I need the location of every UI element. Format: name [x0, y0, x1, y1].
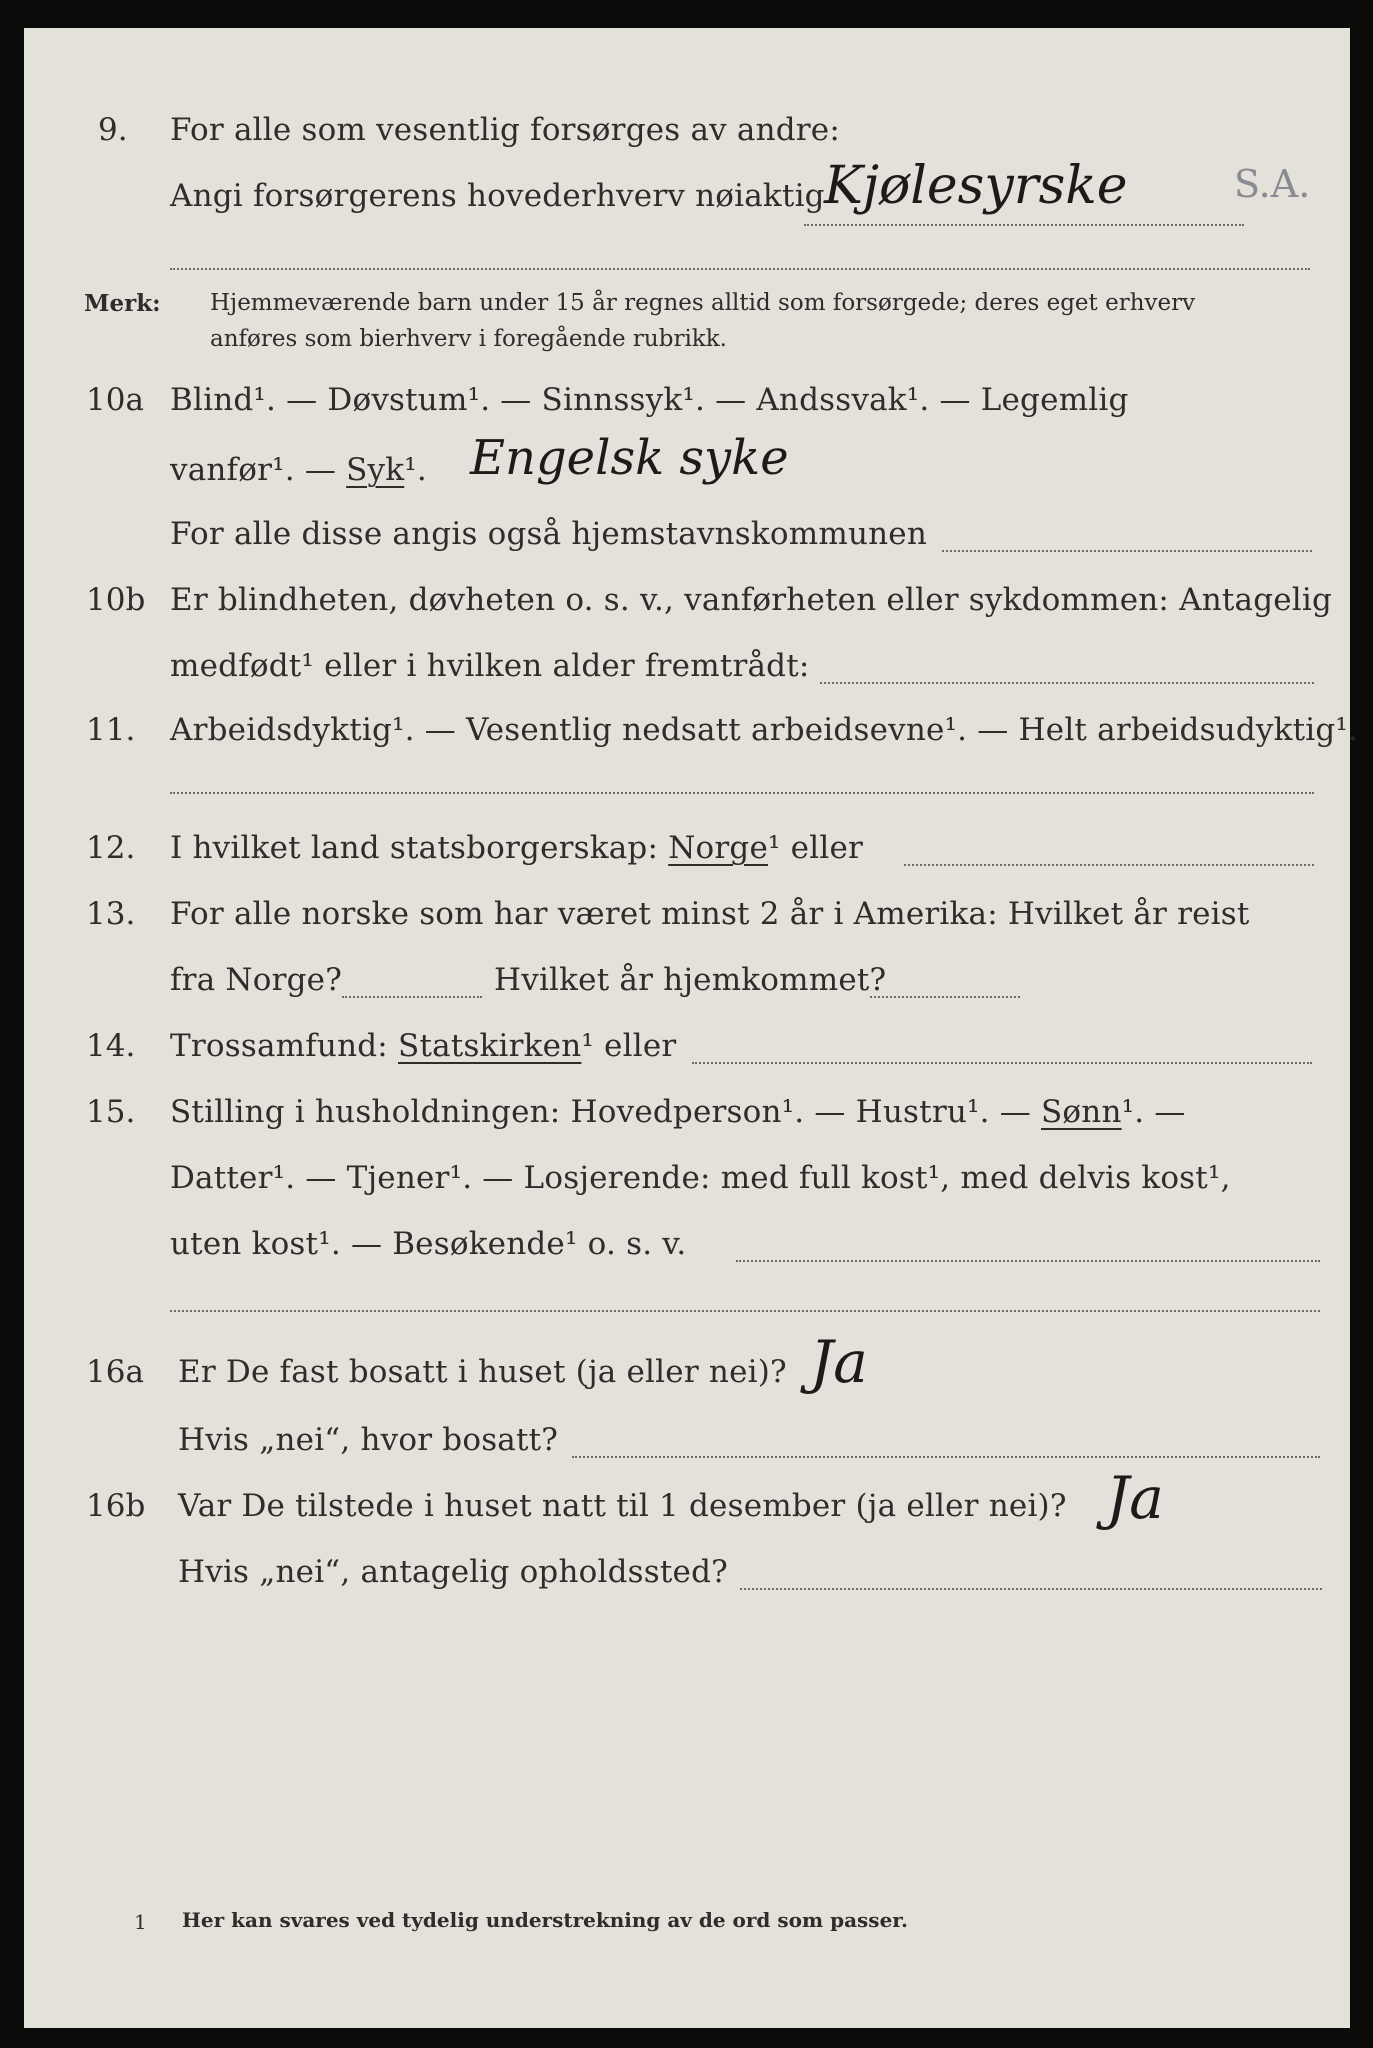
q10a-line2-prefix: vanfør¹. —	[170, 452, 337, 488]
q11-number: 11.	[86, 712, 136, 748]
q12-line	[170, 830, 863, 866]
q10b-line1: Er blindheten, døvheten o. s. v., vanførheten eller sykdommen: Antagelig	[170, 582, 1333, 618]
q16b-line1: Var De tilstede i huset natt til 1 desember (ja eller nei)?	[178, 1488, 1067, 1524]
q10a-number: 10a	[86, 382, 144, 418]
q9-question-line2: Angi forsørgerens hovederhverv nøiaktig	[170, 178, 825, 214]
q15-line1-suffix: ¹. —	[1121, 1094, 1186, 1130]
q14-statskirken-underlined: Statskirken	[398, 1028, 582, 1064]
q10a-line3: For alle disse angis også hjemstavnskommunen	[170, 516, 927, 552]
q9-stamp-mark: S.A.	[1234, 162, 1311, 206]
q16a-handwritten-answer: Ja	[810, 1328, 868, 1396]
q13-line1: For alle norske som har været minst 2 år i Amerika: Hvilket år reist	[170, 896, 1250, 932]
q9-handwritten-answer: Kjølesyrske	[824, 156, 1128, 216]
q12-norge-underlined: Norge	[668, 830, 768, 866]
q15-number: 15.	[86, 1094, 136, 1130]
q12-suffix: ¹ eller	[768, 830, 864, 866]
q12-prefix: I hvilket land statsborgerskap:	[170, 830, 659, 866]
q16b-handwritten-answer: Ja	[1106, 1464, 1164, 1532]
q13-line2b: Hvilket år hjemkommet?	[494, 962, 887, 998]
q9-separator-line	[170, 268, 1310, 270]
q13-line2a: fra Norge?	[170, 962, 343, 998]
q15-line1-prefix: Stilling i husholdningen: Hovedperson¹. — Hustru¹. —	[170, 1094, 1031, 1130]
q16b-line2: Hvis „nei“, antagelig opholdssted?	[178, 1554, 728, 1590]
q11-line1: Arbeidsdyktig¹. — Vesentlig nedsatt arbeidsevne¹. — Helt arbeidsudyktig¹.	[170, 712, 1359, 748]
q15-line2: Datter¹. — Tjener¹. — Losjerende: med full kost¹, med delvis kost¹,	[170, 1160, 1231, 1196]
q14-number: 14.	[86, 1028, 136, 1064]
census-form-page	[24, 28, 1359, 2028]
q13-number: 13.	[86, 896, 136, 932]
q10a-syk-underlined: Syk	[346, 452, 405, 488]
q13-reist-line	[342, 996, 482, 998]
q13-hjemkommet-line	[870, 996, 1020, 998]
q15-line3: uten kost¹. — Besøkende¹ o. s. v.	[170, 1226, 687, 1262]
q10a-line2-suffix: ¹.	[404, 452, 427, 488]
merk-line2: anføres som bierhverv i foregående rubrikk.	[210, 326, 727, 352]
q16a-number: 16a	[86, 1354, 144, 1390]
q9-number: 9.	[98, 112, 128, 148]
q15-sonn-underlined: Sønn	[1041, 1094, 1122, 1130]
q10b-line2: medfødt¹ eller i hvilken alder fremtrådt:	[170, 648, 810, 684]
q14-answer-line	[692, 1062, 1312, 1064]
q15-line1	[170, 1094, 1186, 1130]
q16a-bosatt-line	[572, 1456, 1320, 1458]
q10a-hjemstavn-line	[942, 550, 1312, 552]
footnote-mark: 1	[134, 1910, 147, 1934]
q16b-number: 16b	[86, 1488, 146, 1524]
q10a-line1: Blind¹. — Døvstum¹. — Sinnssyk¹. — Andssvak¹. — Legemlig	[170, 382, 1129, 418]
q10b-answer-line	[820, 682, 1314, 684]
footnote-text: Her kan svares ved tydelig understrekning av de ord som passer.	[182, 1908, 908, 1932]
q10a-handwritten-answer: Engelsk syke	[470, 430, 789, 486]
q14-suffix: ¹ eller	[581, 1028, 677, 1064]
q14-prefix: Trossamfund:	[170, 1028, 388, 1064]
q15-extra-line	[170, 1310, 1320, 1312]
q10b-number: 10b	[86, 582, 146, 618]
q15-answer-line	[736, 1260, 1320, 1262]
merk-line1: Hjemmeværende barn under 15 år regnes alltid som forsørgede; deres eget erhverv	[210, 290, 1196, 316]
merk-label: Merk:	[84, 290, 161, 317]
q14-line	[170, 1028, 676, 1064]
q12-answer-line	[904, 864, 1314, 866]
q16b-opholdssted-line	[740, 1588, 1322, 1590]
q11-answer-line	[170, 792, 1314, 794]
q9-answer-line	[804, 224, 1244, 226]
q16a-line2: Hvis „nei“, hvor bosatt?	[178, 1422, 559, 1458]
q16a-line1: Er De fast bosatt i huset (ja eller nei)?	[178, 1354, 787, 1390]
q10a-line2	[170, 452, 427, 488]
q12-number: 12.	[86, 830, 136, 866]
q9-question-line1: For alle som vesentlig forsørges av andre:	[170, 112, 840, 148]
